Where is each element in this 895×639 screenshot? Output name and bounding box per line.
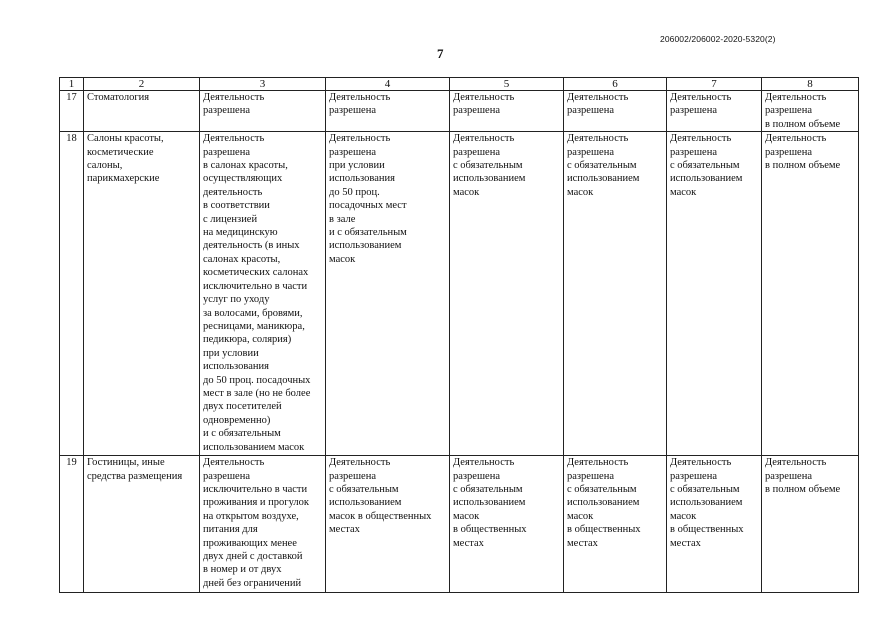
table-cell: Деятельность разрешена в полном объеме — [762, 91, 859, 132]
table-cell: Деятельность разрешена в полном объеме — [762, 456, 859, 593]
table-cell: Деятельность разрешена с обязательным использованием масок — [450, 132, 564, 456]
table-cell: Деятельность разрешена с обязательным использованием масок в общественных местах — [564, 456, 667, 593]
table-cell: Деятельность разрешена при условии использования до 50 проц. посадочных мест в зале и с обязательным использованием масок — [326, 132, 450, 456]
table-row — [60, 456, 859, 593]
table-cell: Деятельность разрешена с обязательным использованием масок — [667, 132, 762, 456]
page-number: 7 — [437, 46, 444, 61]
table-row — [60, 132, 859, 456]
column-header: 5 — [450, 78, 564, 91]
table-cell: Салоны красоты, косметические салоны, парикмахерские — [84, 132, 200, 456]
column-header: 1 — [60, 78, 84, 91]
column-header: 6 — [564, 78, 667, 91]
table-cell: Деятельность разрешена с обязательным использованием масок в общественных местах — [326, 456, 450, 593]
table-cell: Деятельность разрешена — [667, 91, 762, 132]
document-code: 206002/206002-2020-5320(2) — [660, 34, 776, 44]
table-cell: Гостиницы, иные средства размещения — [84, 456, 200, 593]
row-number: 19 — [60, 456, 84, 593]
table-cell: Деятельность разрешена в салонах красоты, осуществляющих деятельность в соответствии с лицензией на медицинскую деятельность (в иных салонах красоты, косметических салонах исключительно в части услуг по уходу за волосами, бровями, ресницами, маникюра, педикюра, солярия) при условии использования до 50 проц. посадочных мест в зале (но не более двух посетителей одновременно) и с обязательным использованием масок — [200, 132, 326, 456]
table-cell: Деятельность разрешена с обязательным использованием масок — [564, 132, 667, 456]
column-header: 2 — [84, 78, 200, 91]
table-header-row — [60, 78, 859, 91]
table-cell: Деятельность разрешена в полном объеме — [762, 132, 859, 456]
row-number: 18 — [60, 132, 84, 456]
column-header: 3 — [200, 78, 326, 91]
column-header: 8 — [762, 78, 859, 91]
column-header: 7 — [667, 78, 762, 91]
regulations-table — [59, 77, 859, 593]
table-cell: Деятельность разрешена — [200, 91, 326, 132]
table-cell: Деятельность разрешена с обязательным использованием масок в общественных местах — [667, 456, 762, 593]
table-cell: Деятельность разрешена исключительно в части проживания и прогулок на открытом воздухе, питания для проживающих менее двух дней с доставкой в номер и от двух дней без ограничений — [200, 456, 326, 593]
table-cell: Деятельность разрешена — [564, 91, 667, 132]
table-cell: Деятельность разрешена — [450, 91, 564, 132]
table-row — [60, 91, 859, 132]
table-cell: Деятельность разрешена — [326, 91, 450, 132]
column-header: 4 — [326, 78, 450, 91]
table-cell: Деятельность разрешена с обязательным использованием масок в общественных местах — [450, 456, 564, 593]
row-number: 17 — [60, 91, 84, 132]
table-cell: Стоматология — [84, 91, 200, 132]
